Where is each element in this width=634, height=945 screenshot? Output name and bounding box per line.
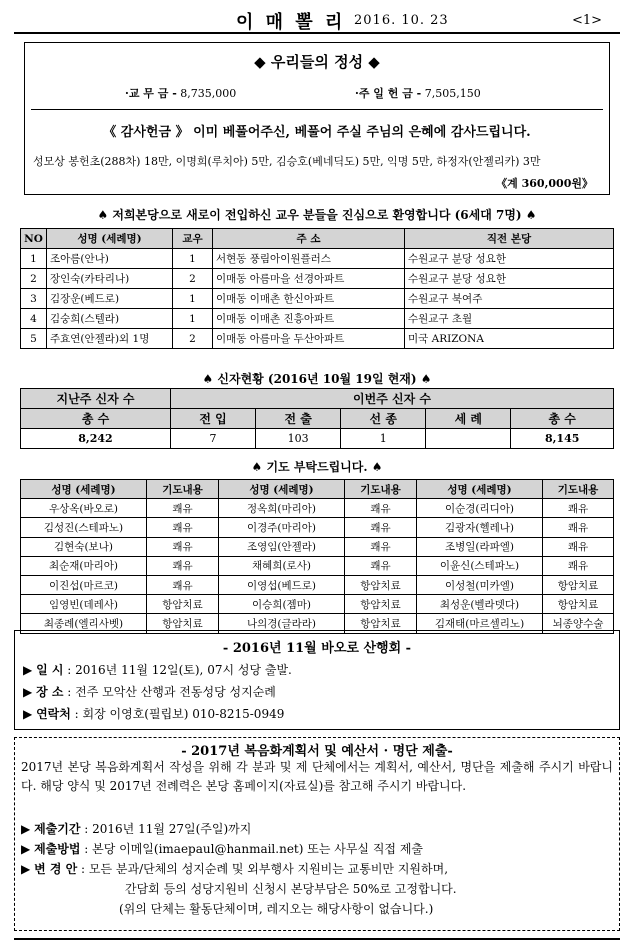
cell-intent: 쾌유	[345, 499, 417, 518]
cell-intent: 쾌유	[543, 556, 614, 575]
cell-no: 1	[21, 249, 47, 269]
offering-title: ◆ 우리들의 정성 ◆	[254, 53, 380, 71]
bottom-rule	[14, 938, 620, 940]
cell-name: 이승희(젬마)	[219, 595, 345, 614]
table-row	[21, 499, 614, 518]
table-row	[21, 269, 614, 289]
col-prev-parish: 직전 본당	[405, 229, 614, 249]
arrow-icon: ▶	[21, 822, 31, 836]
col-transfer-in: 전 입	[171, 409, 256, 429]
cell-name: 이영섭(베드로)	[219, 575, 345, 594]
cell-name: 김재태(마르셀리노)	[417, 614, 543, 633]
sunday-sum	[355, 85, 481, 101]
table-header-row	[21, 480, 614, 499]
row-value: : 전주 모악산 산행과 전동성당 성지순례	[67, 685, 276, 699]
col-name-3: 성명 (세례명)	[417, 480, 543, 499]
cell-address: 이매동 아름마을 두산아파트	[213, 329, 405, 349]
kyomu-sum	[125, 85, 236, 101]
cell-name: 김성진(스테파노)	[21, 518, 147, 537]
col-intent-1: 기도내용	[147, 480, 219, 499]
cell-name: 나의경(글라라)	[219, 614, 345, 633]
cell-intent: 쾌유	[543, 518, 614, 537]
table-row	[21, 595, 614, 614]
cell-intent: 쾌유	[345, 537, 417, 556]
cell-intent: 항암치료	[345, 575, 417, 594]
cell-count: 1	[173, 289, 213, 309]
cell-name: 임영빈(데레사)	[21, 595, 147, 614]
pilgrimage-title: - 2016년 11월 바오로 산행회 -	[222, 641, 412, 656]
cell-prev-parish: 수원교구 초월	[405, 309, 614, 329]
row-label: 제출방법	[34, 842, 81, 856]
notice-box	[14, 737, 620, 931]
col-name: 성명 (세례명)	[47, 229, 173, 249]
notice-change-line2: 간담회 등의 성당지원비 신청시 본당부담은 50%로 고정합니다.	[125, 882, 457, 896]
last-total-label: 총 수	[21, 409, 171, 429]
thanks-total: 《계 360,000원》	[496, 177, 593, 190]
cell-intent: 뇌종양수술	[543, 614, 614, 633]
col-address: 주 소	[213, 229, 405, 249]
table-row	[21, 537, 614, 556]
stats-heading: ♠ 신자현황 (2016년 10월 19일 현재) ♠	[202, 372, 432, 386]
thanks-title: 《 감사헌금 》 이미 베풀어주신, 베풀어 주실 주님의 은혜에 감사드립니다.	[103, 125, 531, 140]
cell-name: 조병일(라파엘)	[417, 537, 543, 556]
transfer-out-value: 103	[256, 429, 341, 449]
deceased-value: 1	[341, 429, 426, 449]
cell-intent: 쾌유	[543, 499, 614, 518]
total-value: 8,145	[511, 429, 614, 449]
cell-intent: 쾌유	[147, 556, 219, 575]
cell-name: 조영임(안젤라)	[219, 537, 345, 556]
arrow-icon: ▶	[23, 663, 33, 677]
table-row	[21, 575, 614, 594]
cell-name: 주효연(안젤라)외 1명	[47, 329, 173, 349]
cell-intent: 항암치료	[147, 595, 219, 614]
row-value: : 본당 이메일(imaepaul@hanmail.net) 또는 사무실 직접 제출	[84, 842, 424, 856]
cell-name: 김현숙(보나)	[21, 537, 147, 556]
cell-prev-parish: 수원교구 북여주	[405, 289, 614, 309]
cell-name: 김장운(베드로)	[47, 289, 173, 309]
cell-intent: 항암치료	[543, 575, 614, 594]
cell-address: 이매동 이매촌 진흥아파트	[213, 309, 405, 329]
cell-name: 장인숙(카타리나)	[47, 269, 173, 289]
arrow-icon: ▶	[21, 862, 31, 876]
cell-name: 이성철(미카엘)	[417, 575, 543, 594]
new-parishioners-table	[20, 228, 614, 349]
arrow-icon: ▶	[23, 685, 33, 699]
bulletin-date: 2016. 10. 23	[354, 13, 449, 28]
col-intent-3: 기도내용	[543, 480, 614, 499]
pilgrimage-contact-row	[23, 705, 284, 722]
notice-change-line3: (위의 단체는 활동단체이며, 레지오는 해당사항이 없습니다.)	[119, 902, 434, 916]
cell-no: 5	[21, 329, 47, 349]
row-label: 변 경 안	[34, 862, 78, 876]
cell-name: 이순경(리디아)	[417, 499, 543, 518]
col-baptism: 세 례	[426, 409, 511, 429]
cell-name: 조아름(안나)	[47, 249, 173, 269]
table-row	[21, 518, 614, 537]
cell-count: 1	[173, 249, 213, 269]
cell-prev-parish: 수원교구 분당 성요한	[405, 269, 614, 289]
last-week-label: 지난주 신자 수	[21, 389, 171, 409]
col-no: NO	[21, 229, 47, 249]
cell-name: 이윤신(스테파노)	[417, 556, 543, 575]
table-row	[21, 249, 614, 269]
page-number: <1>	[572, 13, 603, 28]
row-value: : 2016년 11월 12일(토), 07시 성당 출발.	[67, 663, 292, 677]
col-intent-2: 기도내용	[345, 480, 417, 499]
col-name-2: 성명 (세례명)	[219, 480, 345, 499]
row-label: 제출기간	[34, 822, 81, 836]
cell-intent: 항암치료	[543, 595, 614, 614]
cell-intent: 쾌유	[345, 518, 417, 537]
sunday-value: 7,505,150	[424, 87, 481, 100]
pilgrimage-box	[14, 630, 620, 730]
bulletin-title: 이 매 뽈 리	[236, 12, 346, 33]
row-value: : 모든 분과/단체의 성지순례 및 외부행사 지원비는 교통비만 지원하며,	[81, 862, 449, 876]
prayer-heading: ♠ 기도 부탁드립니다. ♠	[251, 460, 383, 474]
offering-divider	[31, 109, 603, 110]
row-label: 장 소	[36, 685, 64, 699]
cell-name: 김숭희(스텔라)	[47, 309, 173, 329]
cell-count: 1	[173, 309, 213, 329]
cell-intent: 쾌유	[147, 499, 219, 518]
cell-no: 2	[21, 269, 47, 289]
cell-intent: 쾌유	[345, 556, 417, 575]
arrow-icon: ▶	[21, 842, 31, 856]
notice-change-row	[21, 860, 448, 877]
table-header-row	[21, 229, 614, 249]
row-value: : 2016년 11월 27일(주일)까지	[84, 822, 252, 836]
cell-no: 3	[21, 289, 47, 309]
cell-name: 최순재(마리아)	[21, 556, 147, 575]
cell-prev-parish: 수원교구 분당 성요한	[405, 249, 614, 269]
stats-table	[20, 388, 614, 449]
cell-address: 서현동 풍림아이원플러스	[213, 249, 405, 269]
cell-name: 채혜희(로사)	[219, 556, 345, 575]
col-deceased: 선 종	[341, 409, 426, 429]
col-total: 총 수	[511, 409, 614, 429]
row-value: : 회장 이영호(필립보) 010-8215-0949	[74, 707, 285, 721]
arrow-icon: ▶	[23, 707, 33, 721]
row-label: 연락처	[36, 707, 71, 721]
table-row	[21, 556, 614, 575]
col-transfer-out: 전 출	[256, 409, 341, 429]
notice-title: - 2017년 복음화계획서 및 예산서 · 명단 제출-	[181, 744, 453, 759]
cell-address: 이매동 이매촌 한신아파트	[213, 289, 405, 309]
offering-box	[24, 42, 610, 195]
table-row	[21, 309, 614, 329]
cell-no: 4	[21, 309, 47, 329]
cell-intent: 쾌유	[543, 537, 614, 556]
cell-prev-parish: 미국 ARIZONA	[405, 329, 614, 349]
page-header	[14, 4, 620, 34]
cell-name: 정옥희(마리아)	[219, 499, 345, 518]
cell-intent: 쾌유	[147, 518, 219, 537]
prayer-table	[20, 479, 614, 634]
cell-name: 우상옥(바오로)	[21, 499, 147, 518]
notice-body: 2017년 본당 복음화계획서 작성을 위해 각 분과 및 제 단체에서는 계획서, 예산서, 명단을 제출해 주시기 바랍니다. 해당 양식 및 2017년 전례력은 본당 홈페이지(자료실)를 참고해 주시기 바랍니다.	[21, 760, 613, 793]
pilgrimage-place-row	[23, 683, 276, 700]
cell-count: 2	[173, 269, 213, 289]
cell-intent: 쾌유	[147, 575, 219, 594]
sunday-label: ·주 일 헌 금 -	[355, 87, 422, 100]
cell-name: 김광자(헬레나)	[417, 518, 543, 537]
new-parishioners-heading: ♠ 저희본당으로 새로이 전입하신 교우 분들을 진심으로 환영합니다 (6세대 7명) ♠	[97, 208, 537, 222]
cell-count: 2	[173, 329, 213, 349]
transfer-in-value: 7	[171, 429, 256, 449]
cell-intent: 항암치료	[345, 595, 417, 614]
kyomu-label: ·교 무 금 -	[125, 87, 177, 100]
cell-name: 이진섭(마르코)	[21, 575, 147, 594]
table-row	[21, 329, 614, 349]
notice-period-row	[21, 820, 251, 837]
col-count: 교우	[173, 229, 213, 249]
baptism-value	[426, 429, 511, 449]
last-total-value: 8,242	[21, 429, 171, 449]
cell-name: 이경주(마리아)	[219, 518, 345, 537]
notice-method-row	[21, 840, 423, 857]
cell-address: 이매동 아름마을 선경아파트	[213, 269, 405, 289]
cell-name: 최성운(벨라뎃다)	[417, 595, 543, 614]
pilgrimage-date-row	[23, 661, 292, 678]
cell-intent: 항암치료	[345, 614, 417, 633]
row-label: 일 시	[36, 663, 64, 677]
thanks-list: 성모상 봉헌초(288차) 18만, 이명희(루치아) 5만, 김승호(베네딕도) 5만, 익명 5만, 하정자(안젤리카) 3만	[33, 155, 541, 168]
cell-intent: 항암치료	[147, 614, 219, 633]
table-row	[21, 289, 614, 309]
cell-intent: 쾌유	[147, 537, 219, 556]
col-name-1: 성명 (세례명)	[21, 480, 147, 499]
this-week-label: 이번주 신자 수	[171, 389, 614, 409]
kyomu-value: 8,735,000	[180, 87, 237, 100]
cell-name: 최종례(엘리사벳)	[21, 614, 147, 633]
